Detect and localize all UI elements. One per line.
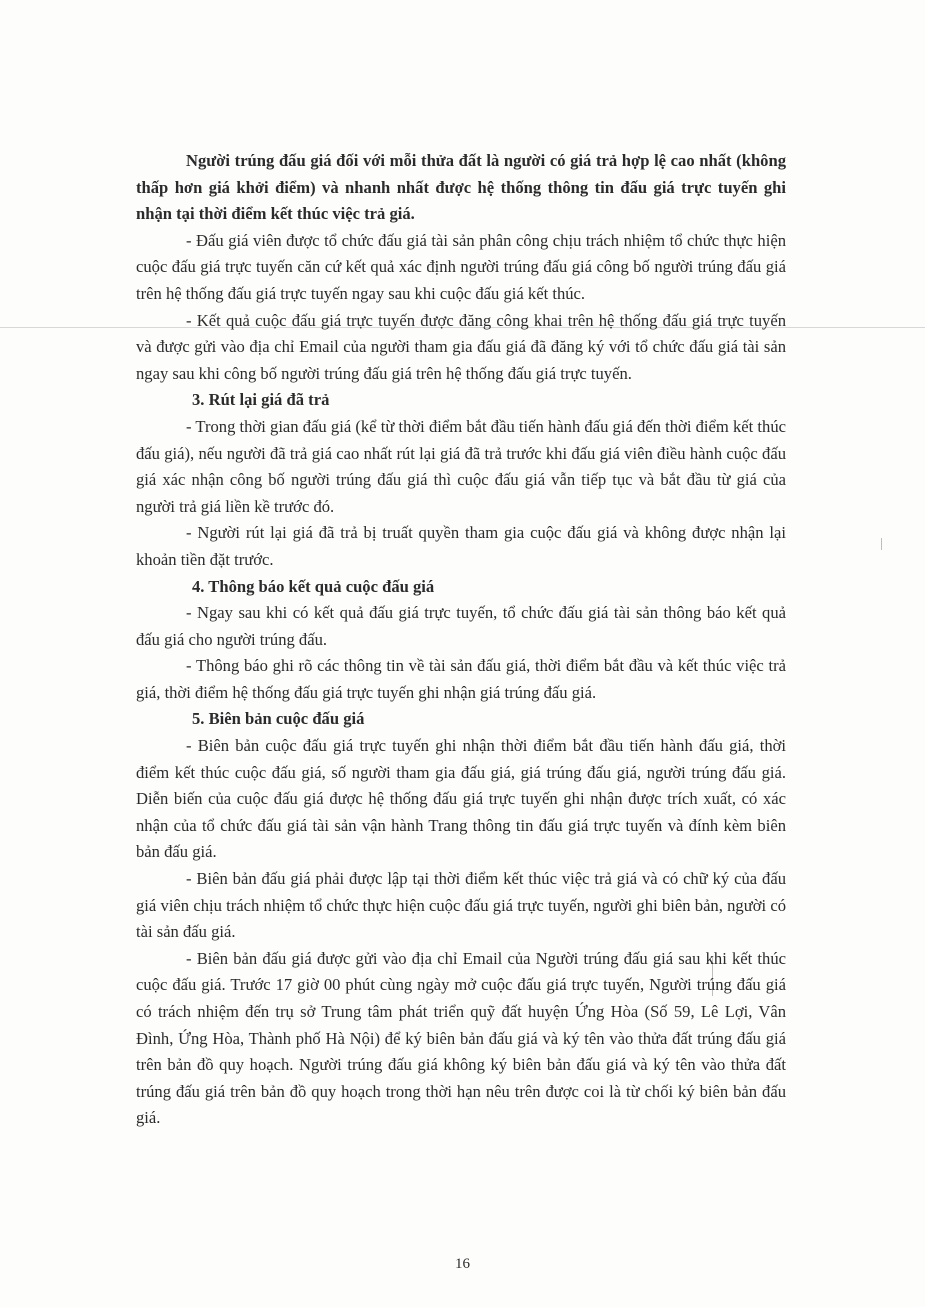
paragraph-notice-contents: - Thông báo ghi rõ các thông tin về tài sản đấu giá, thời điểm bắt đầu và kết thúc việc trả giá, thời điểm hệ thống đấu giá trực tuyến ghi nhận giá trúng đấu giá. xyxy=(136,656,786,702)
paragraph-minutes-delivery: - Biên bản đấu giá được gửi vào địa chỉ Email của Người trúng đấu giá sau khi kết thúc cuộc đấu giá. Trước 17 giờ 00 phút cùng ngày mở cuộc đấu giá trực tuyến, Người trúng đấu giá có trách nhiệm đến trụ sở Trung tâm phát triển quỹ đất huyện Ứng Hòa (Số 59, Lê Lợi, Vân Đình, Ứng Hòa, Thành phố Hà Nội) để ký biên bản đấu giá và ký tên vào thửa đất trúng đấu giá trên bản đồ quy hoạch. Người trúng đấu giá không ký biên bản đấu giá và ký tên vào thửa đất trúng đấu giá trên bản đồ quy hoạch trong thời hạn nêu trên được coi là từ chối ký biên bản đấu giá. xyxy=(136,948,786,1128)
paragraph-announce-winner: - Đấu giá viên được tổ chức đấu giá tài sản phân công chịu trách nhiệm tổ chức thực hiện cuộc đấu giá trực tuyến căn cứ kết quả xác định người trúng đấu giá công bố người trúng đấu giá trên hệ thống đấu giá trực tuyến ngay sau khi cuộc đấu giá kết thúc. xyxy=(136,230,786,303)
section-heading-result-notice: 4. Thông báo kết quả cuộc đấu giá xyxy=(192,576,435,596)
section-heading-withdraw-bid: 3. Rút lại giá đã trả xyxy=(192,390,330,410)
scan-artifact-mark xyxy=(881,538,882,550)
page-number: 16 xyxy=(455,1256,470,1272)
document-body xyxy=(136,148,786,1132)
paragraph-withdraw-penalty: - Người rút lại giá đã trả bị truất quyền tham gia cuộc đấu giá và không được nhận lại khoản tiền đặt trước. xyxy=(136,523,786,569)
paragraph-winner-definition: Người trúng đấu giá đối với mỗi thửa đất là người có giá trả hợp lệ cao nhất (không thấp hơn giá khởi điểm) và nhanh nhất được hệ thống thông tin đấu giá trực tuyến ghi nhận tại thời điểm kết thúc việc trả giá. xyxy=(136,151,786,224)
paragraph-minutes-contents: - Biên bản cuộc đấu giá trực tuyến ghi nhận thời điểm bắt đầu tiến hành đấu giá, thời điểm kết thúc cuộc đấu giá, số người tham gia đấu giá, giá trúng đấu giá, người trúng đấu giá. Diễn biến của cuộc đấu giá được hệ thống đấu giá trực tuyến ghi nhận được trích xuất, có xác nhận của tổ chức đấu giá tài sản vận hành Trang thông tin đấu giá trực tuyến và đính kèm biên bản đấu giá. xyxy=(136,736,786,862)
paragraph-publish-result: - Kết quả cuộc đấu giá trực tuyến được đăng công khai trên hệ thống đấu giá trực tuyến và được gửi vào địa chỉ Email của người tham gia đấu giá đã đăng ký với tổ chức đấu giá tài sản ngay sau khi công bố người trúng đấu giá trên hệ thống đấu giá trực tuyến. xyxy=(136,310,786,383)
section-heading-auction-minutes: 5. Biên bản cuộc đấu giá xyxy=(192,709,365,729)
paragraph-withdraw-during-auction: - Trong thời gian đấu giá (kể từ thời điểm bắt đầu tiến hành đấu giá đến thời điểm kết thúc đấu giá), nếu người đã trả giá cao nhất rút lại giá đã trả trước khi đấu giá viên điều hành cuộc đấu giá xác nhận công bố người trúng đấu giá thì cuộc đấu giá vẫn tiếp tục và bắt đầu từ giá của người trả giá liền kề trước đó. xyxy=(136,416,786,516)
paragraph-minutes-signatures: - Biên bản đấu giá phải được lập tại thời điểm kết thúc việc trả giá và có chữ ký của đấu giá viên chịu trách nhiệm tổ chức thực hiện cuộc đấu giá trực tuyến, người ghi biên bản, người có tài sản đấu giá. xyxy=(136,869,786,942)
paragraph-result-notice: - Ngay sau khi có kết quả đấu giá trực tuyến, tổ chức đấu giá tài sản thông báo kết quả đấu giá cho người trúng đấu. xyxy=(136,603,786,649)
